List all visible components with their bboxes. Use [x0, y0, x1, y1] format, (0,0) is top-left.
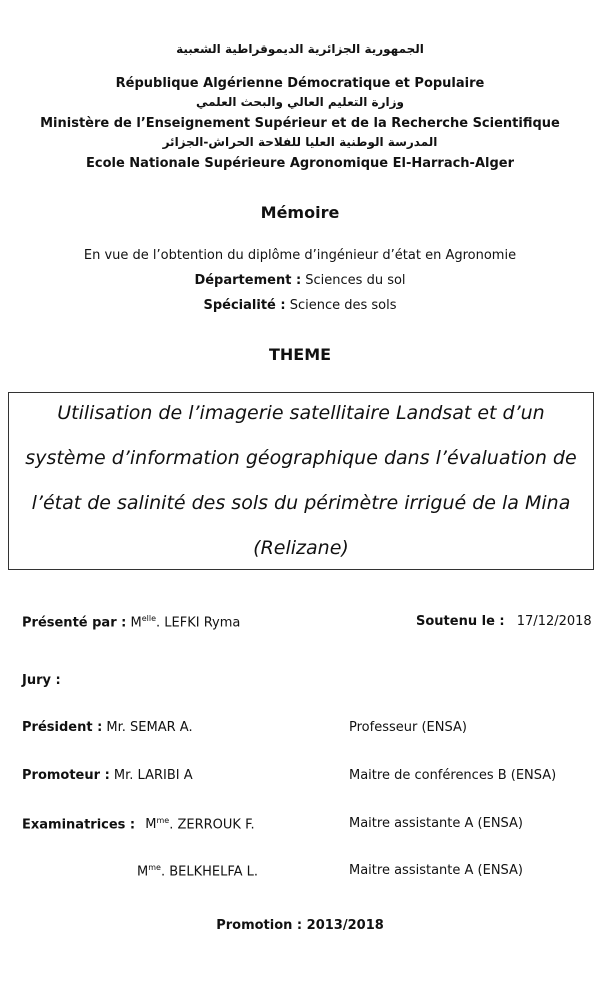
theme-heading: THEME [268, 345, 332, 364]
department-line [0, 273, 600, 288]
jury-prefix: Mr. [113, 768, 134, 783]
specialty-value: Science des sols [289, 298, 397, 313]
jury-name: . BELKHELFA L. [160, 864, 259, 880]
theme-line-2: système d’information géographique dans l’évaluation de [25, 447, 577, 469]
jury-name: . ZERROUK F. [169, 817, 255, 833]
diploma-purpose: En vue de l’obtention du diplôme d’ingénieur d’état en Agronomie [83, 248, 517, 263]
jury-member-president [22, 720, 193, 735]
jury-title-examinatrice-1: Maitre assistante A (ENSA) [349, 816, 524, 831]
presenter-prefix: M [130, 615, 142, 631]
theme-box [8, 392, 594, 570]
french-republic-header: République Algérienne Démocratique et Populaire [115, 76, 485, 91]
jury-label: Jury : [22, 673, 61, 688]
arabic-ministry-header: وزارة التعليم العالي والبحث العلمي [195, 95, 405, 109]
defended-label: Soutenu le : [416, 614, 505, 629]
jury-title-president: Professeur (ENSA) [349, 720, 467, 735]
jury-role: Examinatrices : [22, 817, 136, 833]
theme-line-3: l’état de salinité des sols du périmètre irrigué de la Mina [31, 492, 571, 514]
jury-title-promoteur: Maitre de conférences B (ENSA) [349, 768, 557, 783]
jury-name: LARIBI A [133, 768, 193, 783]
arabic-republic-header: الجمهورية الجزائرية الديموقراطية الشعبية [176, 42, 424, 56]
french-ministry-header: Ministère de l’Enseignement Supérieur et de la Recherche Scientifique [40, 116, 560, 131]
presented-by-label: Présenté par : [22, 615, 127, 631]
presenter-title-sup: elle [141, 614, 156, 623]
promotion-value: 2013/2018 [306, 918, 384, 933]
department-value: Sciences du sol [305, 273, 406, 288]
jury-title-sup: me [148, 863, 161, 872]
jury-prefix: M [137, 864, 149, 880]
theme-line-1: Utilisation de l’imagerie satellitaire Landsat et d’un [57, 402, 545, 424]
specialty-line [0, 298, 600, 313]
jury-name: SEMAR A. [125, 720, 193, 735]
presented-by-line [22, 614, 240, 630]
jury-member-examinatrice-2 [137, 863, 258, 879]
theme-text [15, 391, 586, 571]
jury-prefix: Mr. [106, 720, 126, 735]
arabic-school-header: المدرسة الوطنية العليا للفلاحة الحراش-الجزائر [162, 135, 438, 149]
jury-prefix: M [145, 817, 157, 833]
defended-date: 17/12/2018 [516, 614, 592, 629]
jury-title-sup: me [156, 816, 170, 825]
jury-member-examinatrice-1 [22, 816, 255, 832]
specialty-label: Spécialité : [203, 298, 286, 313]
jury-role: Promoteur : [22, 768, 110, 783]
department-label: Département : [194, 273, 302, 288]
jury-role: Président : [22, 720, 103, 735]
jury-member-promoteur [22, 768, 193, 783]
theme-line-4: (Relizane) [253, 537, 349, 559]
memoire-title: Mémoire [260, 203, 340, 222]
defended-line [416, 614, 592, 629]
presenter-name: . LEFKI Ryma [156, 615, 241, 631]
promotion-line [0, 918, 600, 933]
jury-title-examinatrice-2: Maitre assistante A (ENSA) [349, 863, 524, 878]
promotion-label: Promotion : [216, 918, 303, 933]
french-school-header: Ecole Nationale Supérieure Agronomique El-Harrach-Alger [85, 156, 515, 171]
